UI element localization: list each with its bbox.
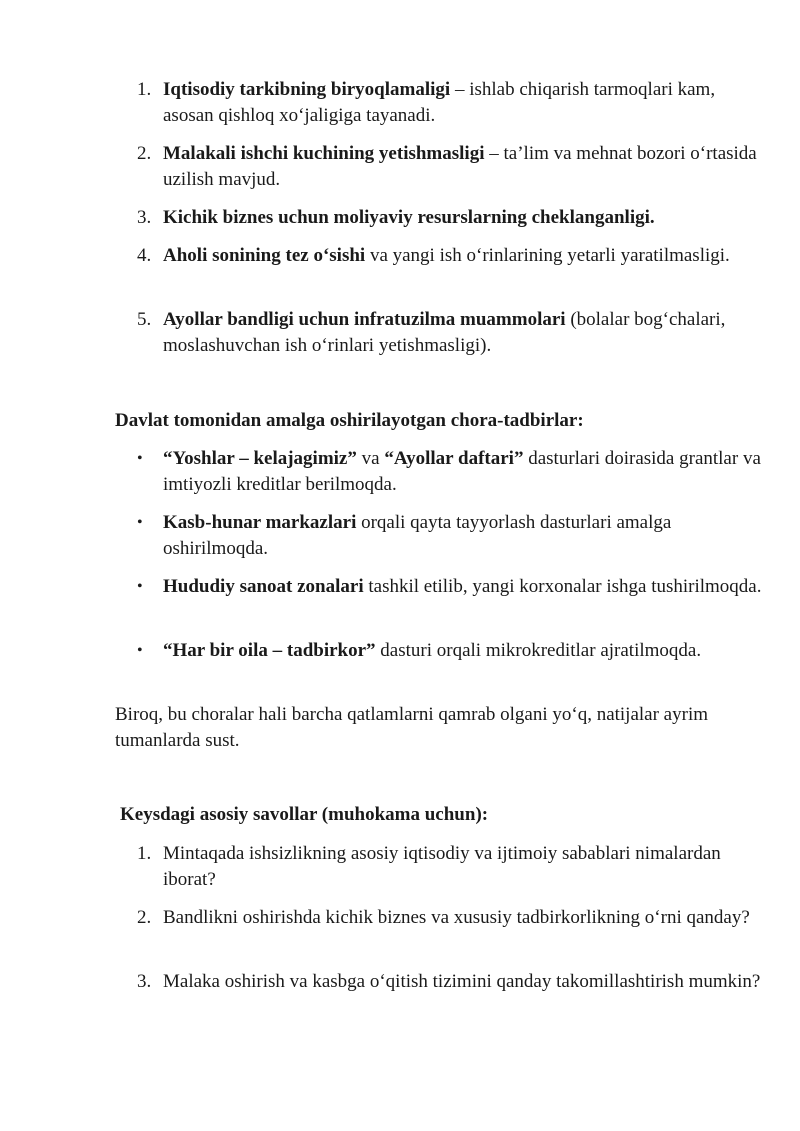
problem-text: – ta’lim va mehnat bozori o‘rtasida uzilish mavjud. xyxy=(163,143,757,190)
list-number: 1. xyxy=(137,79,152,100)
problem-item-3 xyxy=(137,205,763,231)
measure-title: Kasb-hunar markazlari xyxy=(163,512,357,533)
measure-text: orqali qayta tayyorlash dasturlari amalga oshirilmoqda. xyxy=(163,512,672,559)
measure-title: “Har bir oila – tadbirkor” xyxy=(163,640,376,661)
measure-text: tashkil etilib, yangi korxonalar ishga tushirilmoqda. xyxy=(363,576,762,597)
measure-item-4 xyxy=(137,638,763,664)
measure-item-2 xyxy=(137,510,763,562)
problem-title: Aholi sonining tez o‘sishi xyxy=(163,245,366,266)
problem-item-1 xyxy=(137,77,763,129)
list-number: 5. xyxy=(137,309,152,330)
question-item-1 xyxy=(137,841,763,893)
problem-text: (bolalar bog‘chalari, moslashuvchan ish o‘rinlari yetishmasligi). xyxy=(163,309,726,356)
conclusion-paragraph: Biroq, bu choralar hali barcha qatlamlarni qamrab olgani yo‘q, natijalar ayrim tumanlarda sust. xyxy=(115,704,708,751)
measure-item-1 xyxy=(137,446,763,498)
list-number: 1. xyxy=(137,843,152,864)
measure-connector: va xyxy=(356,448,385,469)
list-number: 3. xyxy=(137,971,152,992)
bullet-icon: • xyxy=(137,642,143,659)
problem-item-4 xyxy=(137,243,763,269)
problem-title: Kichik biznes uchun moliyaviy resurslarning cheklanganligi. xyxy=(163,207,655,228)
measure-item-3 xyxy=(137,574,763,600)
problem-text: va yangi ish o‘rinlarining yetarli yaratilmasligi. xyxy=(365,245,730,266)
measure-program-1: “Yoshlar – kelajagimiz” xyxy=(163,448,357,469)
questions-heading: Keysdagi asosiy savollar (muhokama uchun): xyxy=(120,804,489,825)
problem-title: Iqtisodiy tarkibning biryoqlamaligi xyxy=(163,79,451,100)
problem-text: – ishlab chiqarish tarmoqlari kam, asosan qishloq xo‘jaligiga tayanadi. xyxy=(163,79,716,126)
list-number: 4. xyxy=(137,245,152,266)
problem-title: Ayollar bandligi uchun infratuzilma muammolari xyxy=(163,309,566,330)
list-number: 3. xyxy=(137,207,152,228)
problem-item-2 xyxy=(137,141,763,193)
problem-item-5 xyxy=(137,307,763,359)
bullet-icon: • xyxy=(137,578,143,595)
measures-heading: Davlat tomonidan amalga oshirilayotgan chora-tadbirlar: xyxy=(115,410,584,431)
question-text: Malaka oshirish va kasbga o‘qitish tizimini qanday takomillashtirish mumkin? xyxy=(163,971,761,992)
problem-title: Malakali ishchi kuchining yetishmasligi xyxy=(163,143,485,164)
measure-text: dasturlari doirasida grantlar va imtiyozli kreditlar berilmoqda. xyxy=(163,448,761,495)
list-number: 2. xyxy=(137,907,152,928)
question-text: Mintaqada ishsizlikning asosiy iqtisodiy va ijtimoiy sabablari nimalardan iborat? xyxy=(163,843,721,890)
list-number: 2. xyxy=(137,143,152,164)
question-item-2 xyxy=(137,905,763,931)
bullet-icon: • xyxy=(137,450,143,467)
measure-title: Hududiy sanoat zonalari xyxy=(163,576,364,597)
question-text: Bandlikni oshirishda kichik biznes va xususiy tadbirkorlikning o‘rni qanday? xyxy=(163,907,750,928)
bullet-icon: • xyxy=(137,514,143,531)
question-item-3 xyxy=(137,969,763,995)
measure-text: dasturi orqali mikrokreditlar ajratilmoqda. xyxy=(375,640,702,661)
measure-program-2: “Ayollar daftari” xyxy=(384,448,524,469)
